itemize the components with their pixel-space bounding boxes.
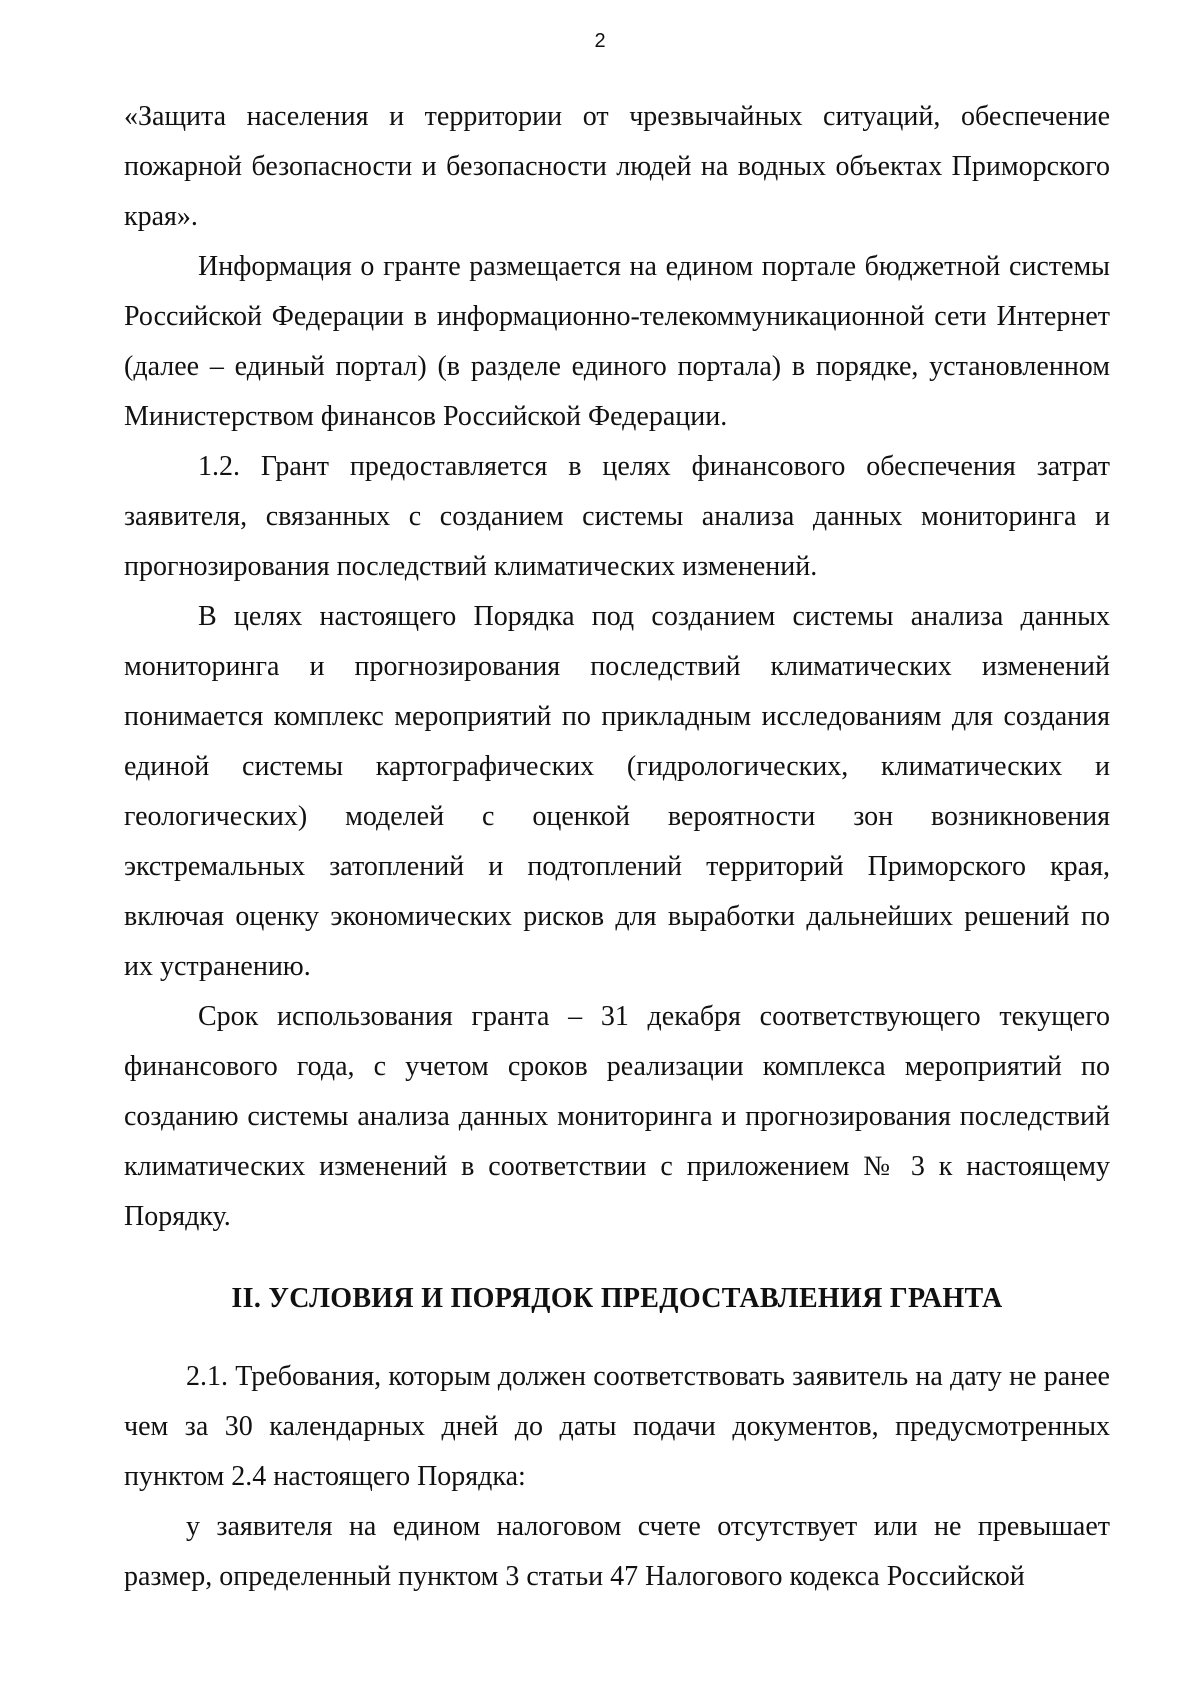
paragraph-1-2-grant-purpose: 1.2. Грант предоставляется в целях финансового обеспечения затрат заявителя, связанных с созданием системы анализа данных мониторинга и прогнозирования последствий климатических изменений. (124, 451, 1110, 582)
paragraph-grant-term: Срок использования гранта – 31 декабря соответствующего текущего финансового года, с учетом сроков реализации комплекса мероприятий по созданию системы анализа данных мониторинга и прогнозирования последствий климатических изменений в соответствии с приложением № 3 к настоящему Порядку. (124, 1001, 1110, 1232)
paragraph-2-1-requirements: 2.1. Требования, которым должен соответствовать заявитель на дату не ранее чем за 30 календарных дней до даты подачи документов, предусмотренных пунктом 2.4 настоящего Порядка: (124, 1361, 1110, 1492)
page-number: 2 (594, 30, 606, 52)
paragraph-grant-information: Информация о гранте размещается на едином портале бюджетной системы Российской Федерации в информационно-телекоммуникационной сети Интернет (далее – единый портал) (в разделе единого портала) в порядке, установленном Министерством финансов Российской Федерации. (124, 251, 1110, 432)
paragraph-system-definition: В целях настоящего Порядка под созданием системы анализа данных мониторинга и прогнозирования последствий климатических изменений понимается комплекс мероприятий по прикладным исследованиям для создания единой системы картографических (гидрологических, климатических и геологических) моделей с оценкой вероятности зон возникновения экстремальных затоплений и подтоплений территорий Приморского края, включая оценку экономических рисков для выработки дальнейших решений по их устранению. (124, 601, 1110, 982)
paragraph-tax-account: у заявителя на едином налоговом счете отсутствует или не превышает размер, определенный пунктом 3 статьи 47 Налогового кодекса Российской (124, 1511, 1110, 1592)
section-heading: II. УСЛОВИЯ И ПОРЯДОК ПРЕДОСТАВЛЕНИЯ ГРАНТА (231, 1283, 1003, 1314)
document-body (124, 92, 1110, 1602)
paragraph-protection-program: «Защита населения и территории от чрезвычайных ситуаций, обеспечение пожарной безопасности и безопасности людей на водных объектах Приморского края». (124, 101, 1110, 232)
